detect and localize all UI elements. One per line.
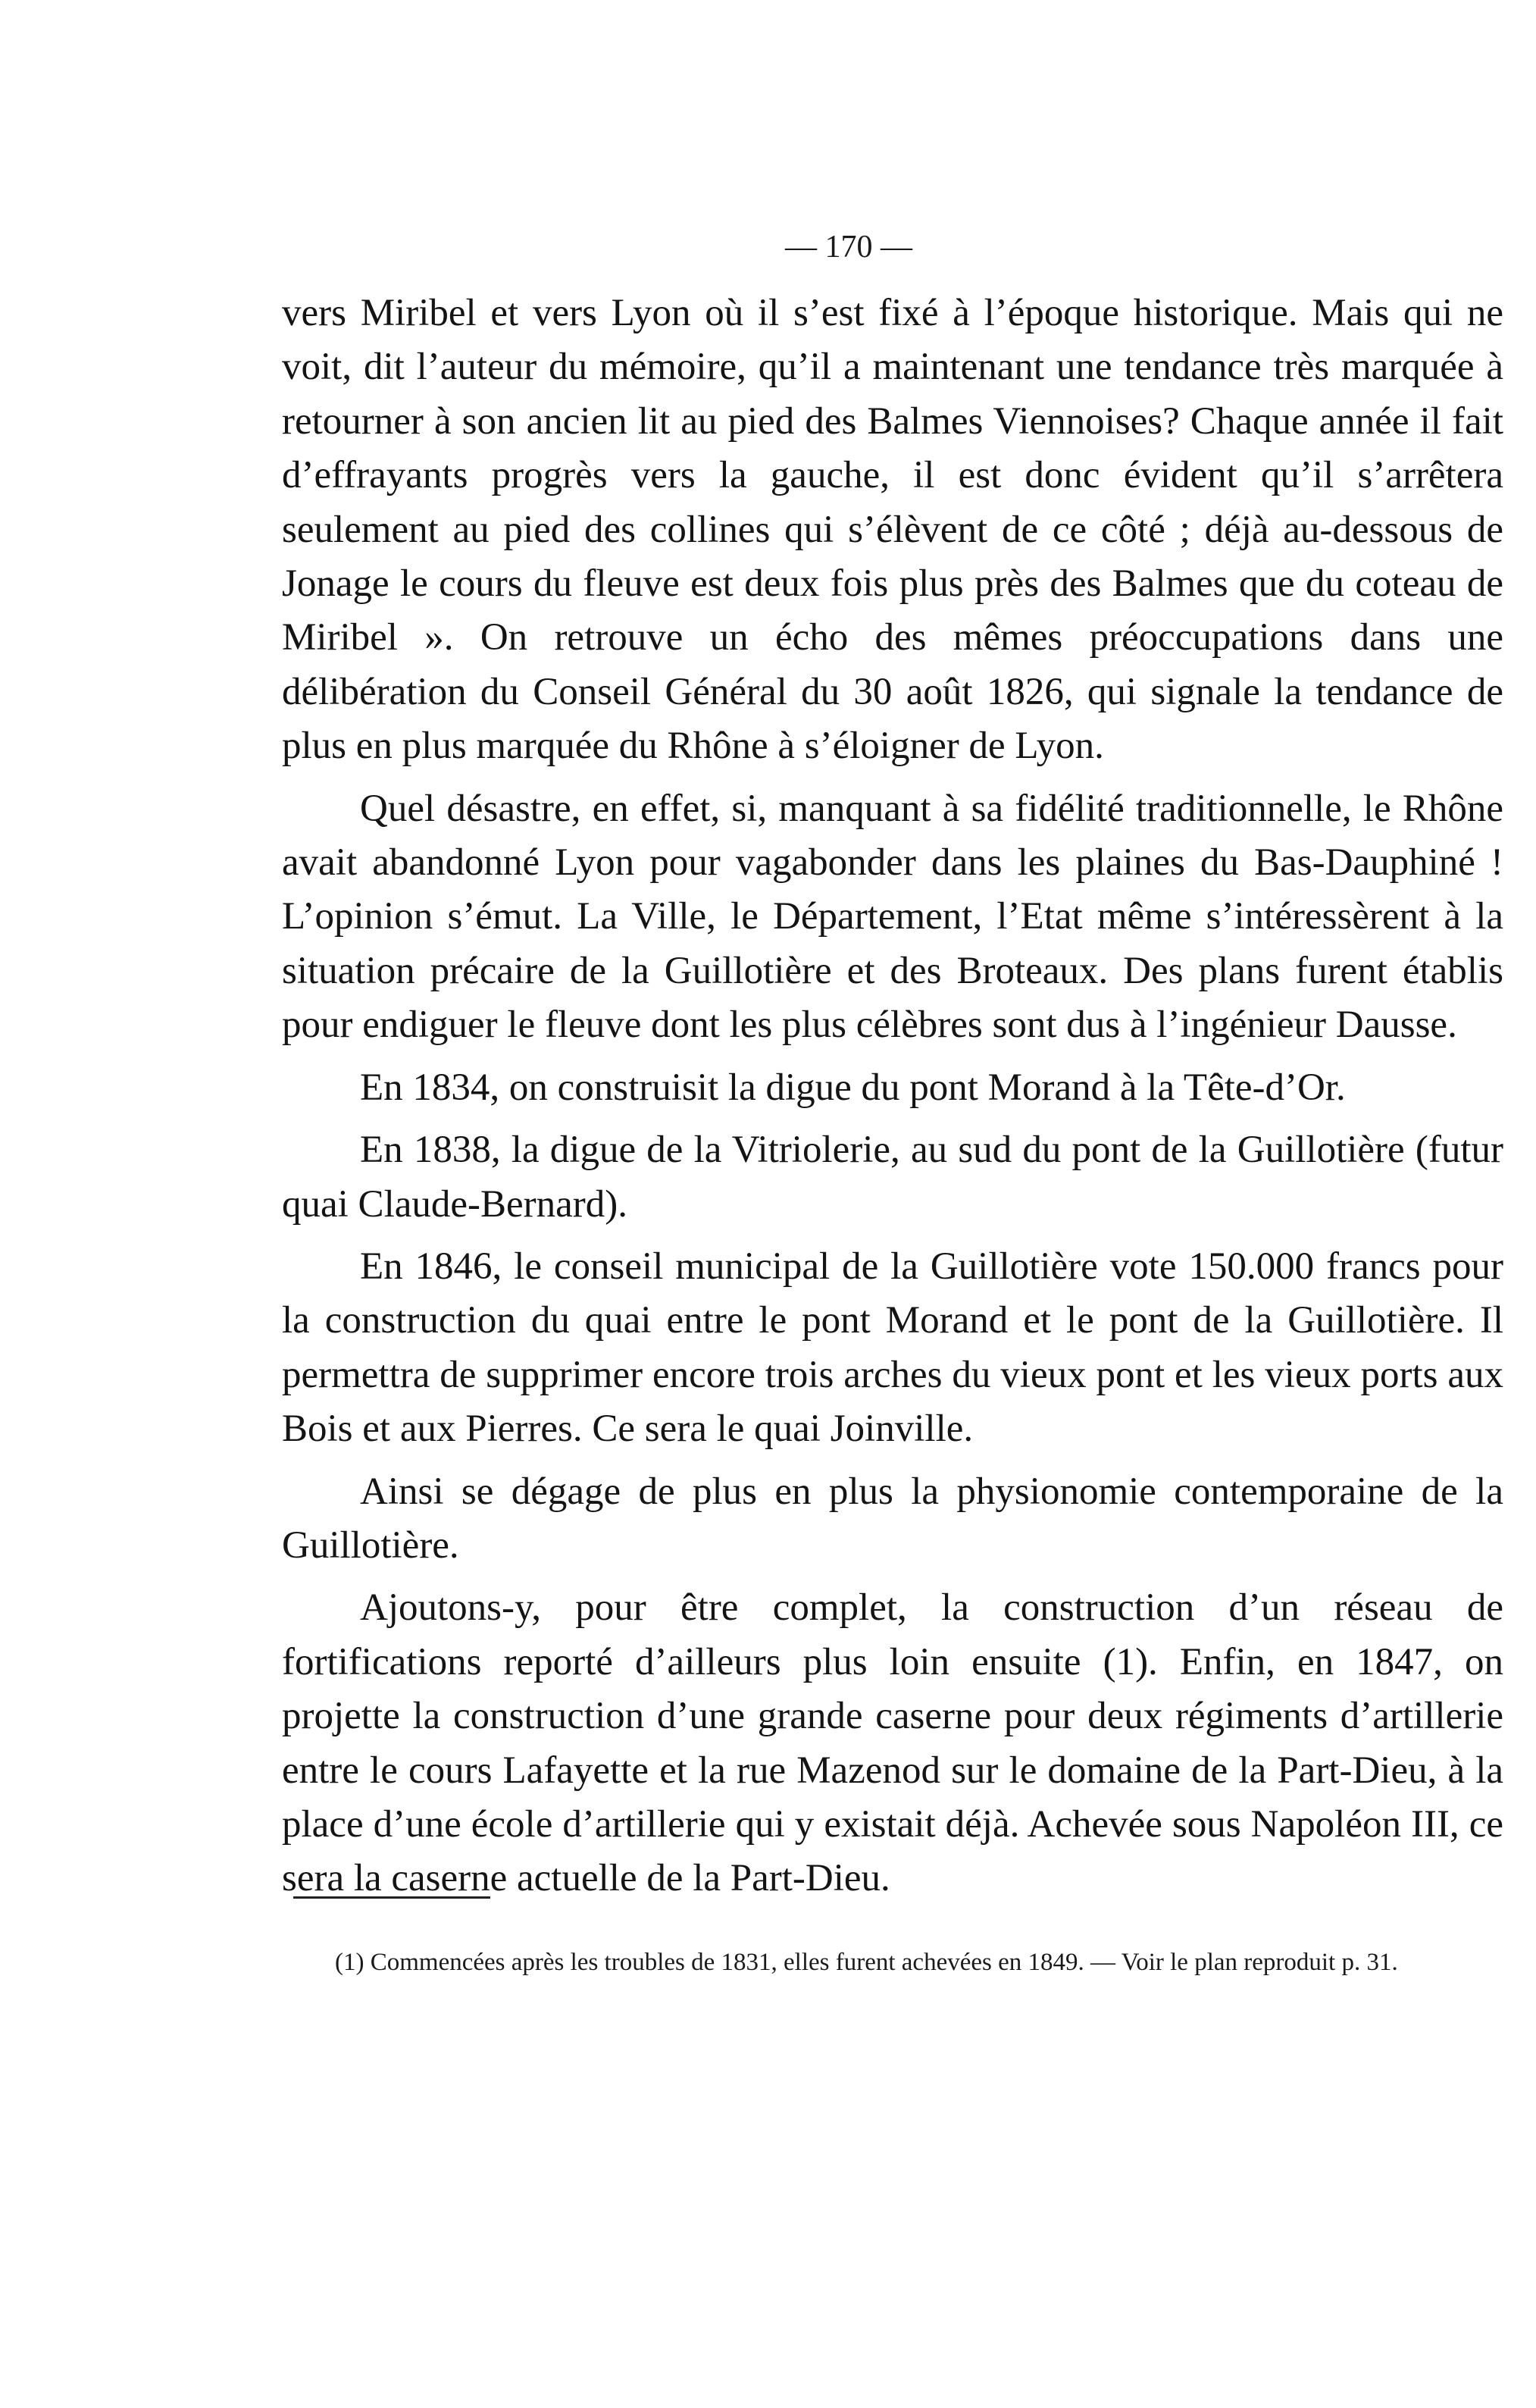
paragraph: Ajoutons-y, pour être complet, la construction d’un réseau de fortifications reporté d’ailleurs plus loin ensuite (1). Enfin, en 1847, on projette la construction d’une grande caserne pour deux régiments d’artillerie entre le cours Lafayette et la rue Mazenod sur le domaine de la Part-Dieu, à la place d’une école d’artillerie qui y existait déjà. Achevée sous Napoléon III, ce sera la caserne actuelle de la Part-Dieu.: [282, 1586, 1503, 1900]
paragraph: En 1838, la digue de la Vitriolerie, au sud du pont de la Guillotière (futur quai Claude-Bernard).: [282, 1129, 1503, 1226]
paragraph: Quel désastre, en effet, si, manquant à sa fidélité traditionnelle, le Rhône avait abandonné Lyon pour vagabonder dans les plaines du Bas-Dauphiné ! L’opinion s’émut. La Ville, le Département, l’Etat même s’intéressèrent à la situation précaire de la Guillotière et des Broteaux. Des plans furent établis pour endiguer le fleuve dont les plus célèbres sont dus à l’ingénieur Dausse.: [282, 787, 1503, 1047]
page-number: — 170 —: [785, 230, 912, 265]
body-text: [282, 287, 1503, 1915]
paragraph: En 1834, on construisit la digue du pont Morand à la Tête-d’Or.: [360, 1066, 1346, 1109]
footnote: (1) Commencées après les troubles de 1831, elles furent achevées en 1849. — Voir le plan reproduit p. 31.: [335, 1949, 1398, 1976]
footnote-divider: [293, 1896, 490, 1899]
paragraph-continuation: vers Miribel et vers Lyon où il s’est fixé à l’époque historique. Mais qui ne voit, dit l’auteur du mémoire, qu’il a maintenant une tendance très marquée à retourner à son ancien lit au pied des Balmes Viennoises? Chaque année il fait d’effrayants progrès vers la gauche, il est donc évident qu’il s’arrêtera seulement au pied des collines qui s’élèvent de ce côté ; déjà au-dessous de Jonage le cours du fleuve est deux fois plus près des Balmes que du coteau de Miribel ». On retrouve un écho des mêmes préoccupations dans une délibération du Conseil Général du 30 août 1826, qui signale la tendance de plus en plus marquée du Rhône à s’éloigner de Lyon.: [282, 292, 1503, 768]
paragraph: Ainsi se dégage de plus en plus la physionomie contemporaine de la Guillotière.: [282, 1470, 1503, 1567]
paragraph: En 1846, le conseil municipal de la Guillotière vote 150.000 francs pour la construction du quai entre le pont Morand et le pont de la Guillotière. Il permettra de supprimer encore trois arches du vieux pont et les vieux ports aux Bois et aux Pierres. Ce sera le quai Joinville.: [282, 1245, 1503, 1451]
